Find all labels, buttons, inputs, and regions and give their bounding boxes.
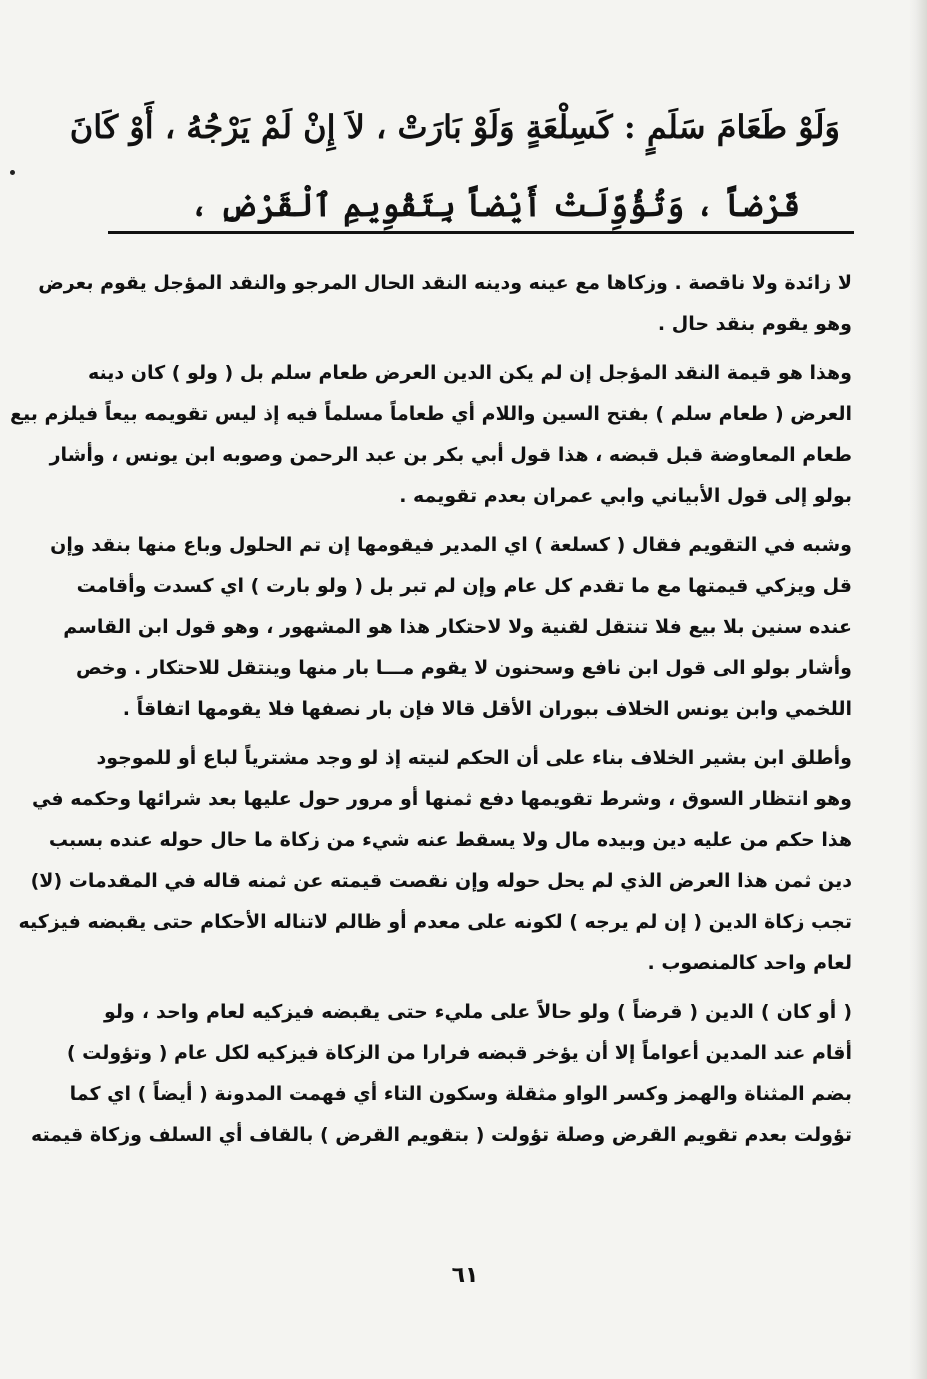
commentary-text (10, 263, 852, 1156)
text-line: تجب زكاة الدين ( إن لم يرجه ) لكونه على معدم أو ظالم لاتناله الأحكام حتى يقبضه فيزكيه (18, 911, 852, 933)
text-line: وهو يقوم بنقد حال . (657, 313, 852, 335)
text-line: وشبه في التقويم فقال ( كسلعة ) اي المدير فيقومها إن تم الحلول وباع منها بنقد وإن (50, 534, 852, 556)
text-line: ( أو كان ) الدين ( قرضاً ) ولو حالاً على مليء حتى يقبضه فيزكيه لعام واحد ، ولو (104, 1001, 852, 1023)
text-line: لا زائدة ولا ناقصة . وزكاها مع عينه ودينه النقد الحال المرجو والنقد المؤجل يقوم بعرض (38, 272, 852, 294)
text-line: وهو انتظار السوق ، وشرط تقويمها دفع ثمنها أو مرور حول عليها بعد شرائها وحكمه في (31, 788, 852, 810)
text-line: تؤولت بعدم تقويم القرض وصلة تؤولت ( بتقويم القرض ) بالقاف أي السلف وزكاة قيمته (31, 1124, 852, 1146)
text-line: هذا حكم من عليه دين وبيده مال ولا يسقط عنه شيء من زكاة ما حال حوله عنده بسبب (48, 829, 852, 851)
matn-line: وَلَوْ طَعَامَ سَلَمٍ : كَسِلْعَةٍ وَلَوْ بَارَتْ ، لاَ إِنْ لَمْ يَرْجُهُ ، أَوْ كَانَ (69, 108, 840, 146)
matn-line: قَرْضاً ، وَتُؤُوِّلَتْ أَيْضاً بِتَقْوِيمِ ٱلْقَرْضِ ، (189, 186, 801, 224)
page-edge-shadow (909, 0, 927, 1379)
text-line: لعام واحد كالمنصوب . (647, 952, 852, 974)
text-line: العرض ( طعام سلم ) بفتح السين واللام أي طعاماً مسلماً فيه إذ ليس تقويمه بيعاً فيلزم بيع (10, 403, 852, 425)
text-line: طعام المعاوضة قبل قبضه ، هذا قول أبي بكر بن عبد الرحمن وصوبه ابن يونس ، وأشار (49, 444, 852, 466)
text-line: عنده سنين بلا بيع فلا تنتقل لقنية ولا لاحتكار هذا هو المشهور ، وهو قول ابن القاسم (63, 616, 852, 638)
text-line: وأشار بولو الى قول ابن نافع وسحنون لا يقوم مـــا بار منها وينتقل للاحتكار . وخص (75, 657, 852, 679)
text-line: اللخمي وابن يونس الخلاف ببوران الأقل قالا فإن بار نصفها فلا يقومها اتفاقاً . (122, 698, 852, 720)
matn-header (69, 88, 840, 244)
page-number: ٦١ (451, 1263, 479, 1288)
text-line: وهذا هو قيمة النقد المؤجل إن لم يكن الدين العرض طعام سلم بل ( ولو ) كان دينه (87, 362, 852, 384)
text-line: بولو إلى قول الأبياني وابي عمران بعدم تقويمه . (399, 485, 852, 507)
text-line: بضم المثناة والهمز وكسر الواو مثقلة وسكون التاء أي فهمت المدونة ( أيضاً ) اي كما (69, 1083, 852, 1105)
header-divider (108, 231, 854, 234)
margin-dot (10, 170, 15, 175)
text-line: أقام عند المدين أعواماً إلا أن يؤخر قبضه فرارا من الزكاة فيزكيه لكل عام ( وتؤولت ) (66, 1042, 852, 1064)
text-line: وأطلق ابن بشير الخلاف بناء على أن الحكم لنيته إذ لو وجد مشترياً لباع أو للموجود (96, 747, 852, 769)
text-line: قل ويزكي قيمتها مع ما تقدم كل عام وإن لم تبر بل ( ولو بارت ) اي كسدت وأقامت (76, 575, 852, 597)
text-line: دين ثمن هذا العرض الذي لم يحل حوله وإن نقصت قيمته عن ثمنه قاله في المقدمات (لا) (30, 870, 852, 892)
